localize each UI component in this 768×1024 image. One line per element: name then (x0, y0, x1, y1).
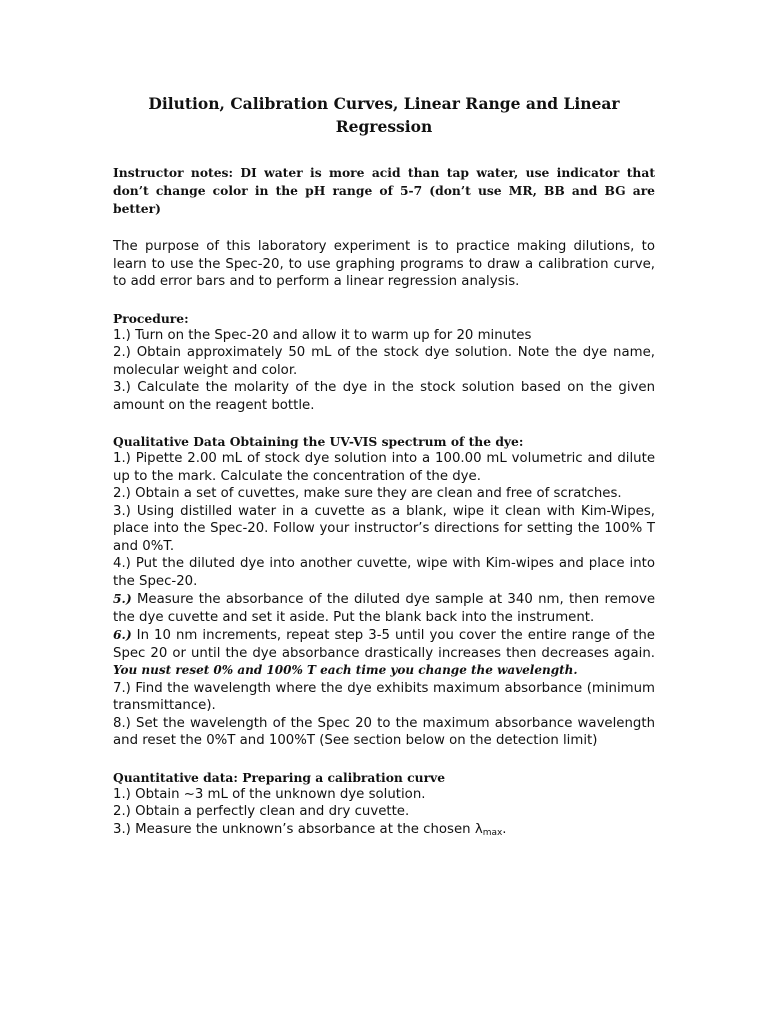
item-3-end: . (502, 821, 507, 837)
qualitative-item-5 (113, 590, 655, 626)
qualitative-item: 1.) Pipette 2.00 mL of stock dye solution into a 100.00 mL volumetric and dilute up to the mark. Calculate the concentration of the dye. (113, 451, 655, 484)
lambda-max-subscript: max (482, 827, 503, 838)
qualitative-item-7: 7.) Find the wavelength where the dye exhibits maximum absorbance (minimum transmittance). (113, 680, 655, 713)
qualitative-item-6 (113, 626, 655, 680)
quantitative-item: 2.) Obtain a perfectly clean and dry cuvette. (113, 804, 410, 819)
title-line-2: Regression (335, 117, 433, 136)
quantitative-section (113, 769, 655, 843)
quantitative-item-3 (113, 821, 655, 843)
item-3-text: 3.) Measure the unknown’s absorbance at the chosen λ (113, 821, 483, 837)
qualitative-item: 4.) Put the diluted dye into another cuvette, wipe with Kim-wipes and place into the Spec-20. (113, 556, 655, 589)
qualitative-heading: Qualitative Data Obtaining the UV-VIS spectrum of the dye: (113, 434, 524, 449)
title-line-1: Dilution, Calibration Curves, Linear Range and Linear (148, 94, 620, 113)
item-5-text: Measure the absorbance of the diluted dye sample at 340 nm, then remove the dye cuvette and set it aside. Put the blank back into the instrument. (113, 592, 655, 625)
procedure-section (113, 310, 655, 415)
qualitative-item: 2.) Obtain a set of cuvettes, make sure they are clean and free of scratches. (113, 486, 622, 501)
item-6-number: 6.) (113, 627, 132, 642)
procedure-heading: Procedure: (113, 310, 189, 326)
procedure-item: 2.) Obtain approximately 50 mL of the stock dye solution. Note the dye name, molecular weight and color. (113, 345, 655, 378)
purpose-paragraph: The purpose of this laboratory experiment is to practice making dilutions, to learn to use the Spec-20, to use graphing programs to draw a calibration curve, to add error bars and to perform a linear regression analysis. (113, 239, 655, 289)
item-6-emphasis: You nust reset 0% and 100% T each time you change the wavelength. (113, 663, 578, 677)
item-6-text: In 10 nm increments, repeat step 3-5 until you cover the entire range of the Spec 20 or until the dye absorbance drastically increases then decreases again. (113, 628, 655, 661)
qualitative-section (113, 433, 655, 750)
instructor-notes: Instructor notes: DI water is more acid than tap water, use indicator that don’t change color in the pH range of 5-7 (don’t use MR, BB and BG are better) (113, 165, 655, 216)
document-page (113, 92, 655, 861)
document-title (113, 92, 655, 138)
quantitative-heading: Quantitative data: Preparing a calibration curve (113, 769, 446, 785)
procedure-item: 1.) Turn on the Spec-20 and allow it to warm up for 20 minutes (113, 327, 532, 343)
procedure-item: 3.) Calculate the molarity of the dye in the stock solution based on the given amount on the reagent bottle. (113, 380, 655, 413)
qualitative-item: 3.) Using distilled water in a cuvette as a blank, wipe it clean with Kim-Wipes, place into the Spec-20. Follow your instructor’s directions for setting the 100% T and 0%T. (113, 503, 655, 554)
qualitative-item-8: 8.) Set the wavelength of the Spec 20 to the maximum absorbance wavelength and reset the 0%T and 100%T (See section below on the detection limit) (113, 715, 655, 748)
item-5-number: 5.) (113, 591, 132, 606)
quantitative-item: 1.) Obtain ~3 mL of the unknown dye solution. (113, 786, 426, 802)
